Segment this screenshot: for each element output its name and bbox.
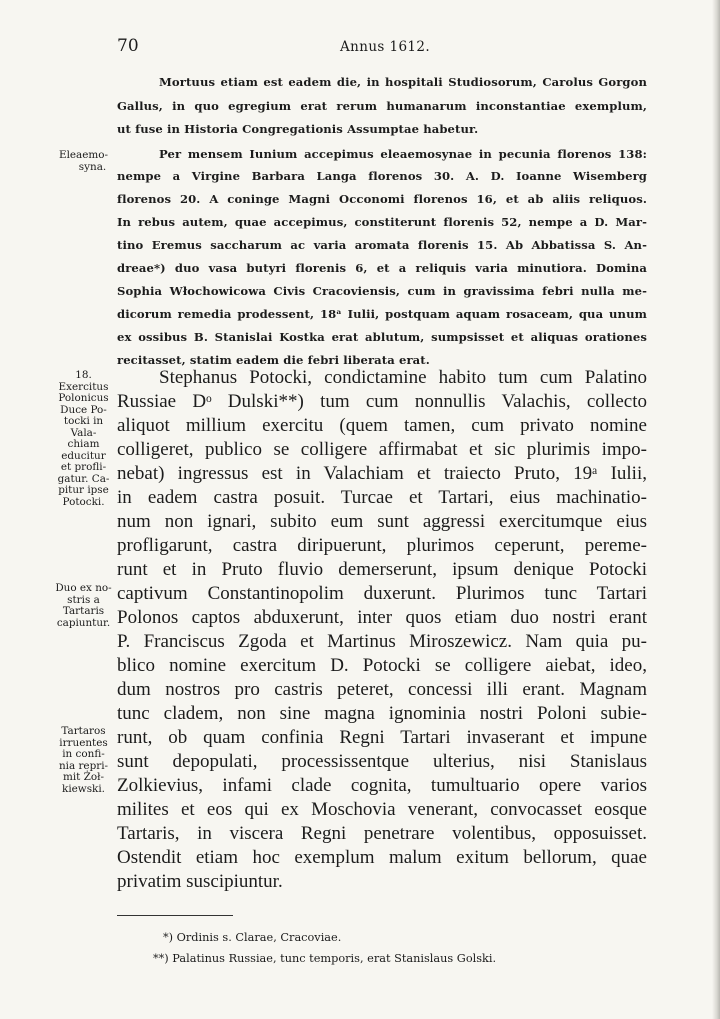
text-line: milites et eos qui ex Moschovia venerant, convocasset eosque — [117, 799, 647, 820]
page-header — [117, 36, 647, 58]
text-line: sunt depopulati, processissentque ulterius, nisi Stanislaus — [117, 751, 647, 772]
text-line: nebat) ingressus est in Valachiam et traiecto Pruto, 19ᵃ Iulii, — [117, 463, 647, 484]
marginal-line: Potocki. — [62, 495, 105, 508]
marginal-line: 18. — [75, 369, 92, 381]
marginal-line: Tartaros — [61, 725, 106, 737]
marginal-line: pitur ipse — [58, 484, 109, 496]
marginal-line: chiam — [67, 438, 100, 450]
marginal-line: gatur. Ca- — [57, 472, 110, 485]
text-line: Ostendit etiam hoc exemplum malum exitum bellorum, quae — [117, 847, 647, 868]
marginal-line: Exercitus — [58, 380, 109, 393]
text-line: nempe a Virgine Barbara Langa florenos 30. A. D. Ioanne Wisemberg — [117, 169, 647, 183]
text-line: colligeret, publico se colligere affirmabat et sic plurimis impo- — [117, 439, 647, 460]
text-line: runt, ob quam confinia Regni Tartari invaserant et impune — [117, 727, 647, 748]
text-line: blico nomine exercitum D. Potocki se colligere aiebat, ideo, — [117, 655, 647, 676]
marginal-line: irruentes — [59, 736, 108, 749]
text-line: Stephanus Potocki, condictamine habito tum cum Palatino — [159, 367, 647, 388]
text-line: ut fuse in Historia Congregationis Assumptae habetur. — [117, 122, 479, 136]
text-line: tunc cladem, non sine magna ignominia nostri Poloni subie- — [117, 703, 647, 724]
marginal-line: nia repri- — [58, 759, 109, 772]
text-line: privatim suscipiuntur. — [117, 871, 283, 892]
marginal-note-duo-ex-nostris — [52, 583, 115, 629]
running-title: Annus 1612. — [340, 39, 431, 55]
marginal-line: Vala- — [70, 426, 97, 439]
marginal-line: stris a — [67, 593, 100, 606]
page-edge-shadow — [712, 0, 720, 1019]
marginal-note-exercitus — [52, 370, 115, 508]
text-line: captivum Constantinopolim duxerunt. Plurimos tunc Tartari — [117, 583, 647, 604]
marginal-line: capiuntur. — [56, 616, 111, 629]
marginal-line: syna. — [78, 160, 107, 173]
text-line: florenos 20. A coninge Magni Occonomi florenos 16, et ab aliis reliquos. — [117, 192, 647, 206]
marginal-line: educitur — [61, 449, 106, 462]
text-line: dum nostros pro castris peteret, concessi illi erant. Magnam — [117, 679, 647, 700]
marginal-line: Eleaemo- — [58, 149, 109, 161]
text-line: ex ossibus B. Stanislai Kostka erat ablutum, sumpsisset et aliquas orationes — [117, 330, 647, 344]
footnote-rule — [117, 915, 233, 916]
text-line: Per mensem Iunium accepimus eleaemosynae in pecunia florenos 138: — [159, 147, 647, 161]
text-line: dreae*) duo vasa butyri florenis 6, et a reliquis varia minutiora. Domina — [117, 261, 647, 275]
marginal-line: Polonicus — [58, 392, 109, 404]
footnote-2: **) Palatinus Russiae, tunc temporis, erat Stanislaus Golski. — [153, 952, 497, 965]
text-line: P. Franciscus Zgoda et Martinus Miroszewicz. Nam quia pu- — [117, 631, 647, 652]
marginal-line: Duo ex no- — [55, 582, 112, 594]
marginal-line: Tartaris — [62, 605, 105, 617]
text-line: Mortuus etiam est eadem die, in hospitali Studiosorum, Carolus Gorgon — [159, 75, 647, 89]
text-line: Zolkievius, infami clade cognita, tumultuario opere varios — [117, 775, 647, 796]
text-line: runt et in Pruto fluvio demerserunt, ipsum denique Potocki — [117, 559, 647, 580]
text-line: in eadem castra posuit. Turcae et Tartari, eius machinatio- — [117, 487, 647, 508]
marginal-line: tocki in — [63, 415, 104, 427]
footnote-1: *) Ordinis s. Clarae, Cracoviae. — [163, 931, 342, 944]
text-line: num non ignari, subito eum sunt aggressi exercitumque eius — [117, 511, 647, 532]
marginal-line: et profli- — [60, 461, 107, 473]
marginal-line: in confi- — [62, 748, 105, 760]
text-line: Tartaris, in viscera Regni penetrare volentibus, opposuisset. — [117, 823, 647, 844]
text-line: tino Eremus saccharum ac varia aromata florenis 15. Ab Abbatissa S. An- — [117, 238, 647, 252]
text-line: recitasset, statim eadem die febri liberata erat. — [117, 353, 430, 367]
text-line: dicorum remedia prodessent, 18ᵃ Iulii, postquam aquam rosaceam, qua unum — [117, 307, 647, 321]
page-number: 70 — [117, 36, 139, 56]
text-line: Russiae Dᵒ Dulski**) tum cum nonnullis Valachis, collecto — [117, 391, 647, 412]
text-line: Sophia Włochowicowa Civis Cracoviensis, cum in gravissima febri nulla me- — [117, 284, 647, 298]
text-line: In rebus autem, quae accepimus, constiterunt florenis 52, nempe a D. Mar- — [117, 215, 647, 229]
text-line: profligarunt, castra diripuerunt, plurimos ceperunt, pereme- — [117, 535, 647, 556]
marginal-line: Duce Po- — [60, 403, 107, 416]
text-line: aliquot millium exercitu (quem tamen, cum privato nomine — [117, 415, 647, 436]
marginal-line: kiewski. — [62, 782, 105, 795]
text-line: Polonos captos abduxerunt, inter quos etiam duo nostri erant — [117, 607, 647, 628]
marginal-line: mit Żoł- — [62, 771, 104, 783]
text-line: Gallus, in quo egregium erat rerum humanarum inconstantiae exemplum, — [117, 99, 647, 113]
marginal-note-tartaros — [52, 726, 115, 795]
marginal-note-eleemosyna — [52, 150, 115, 173]
